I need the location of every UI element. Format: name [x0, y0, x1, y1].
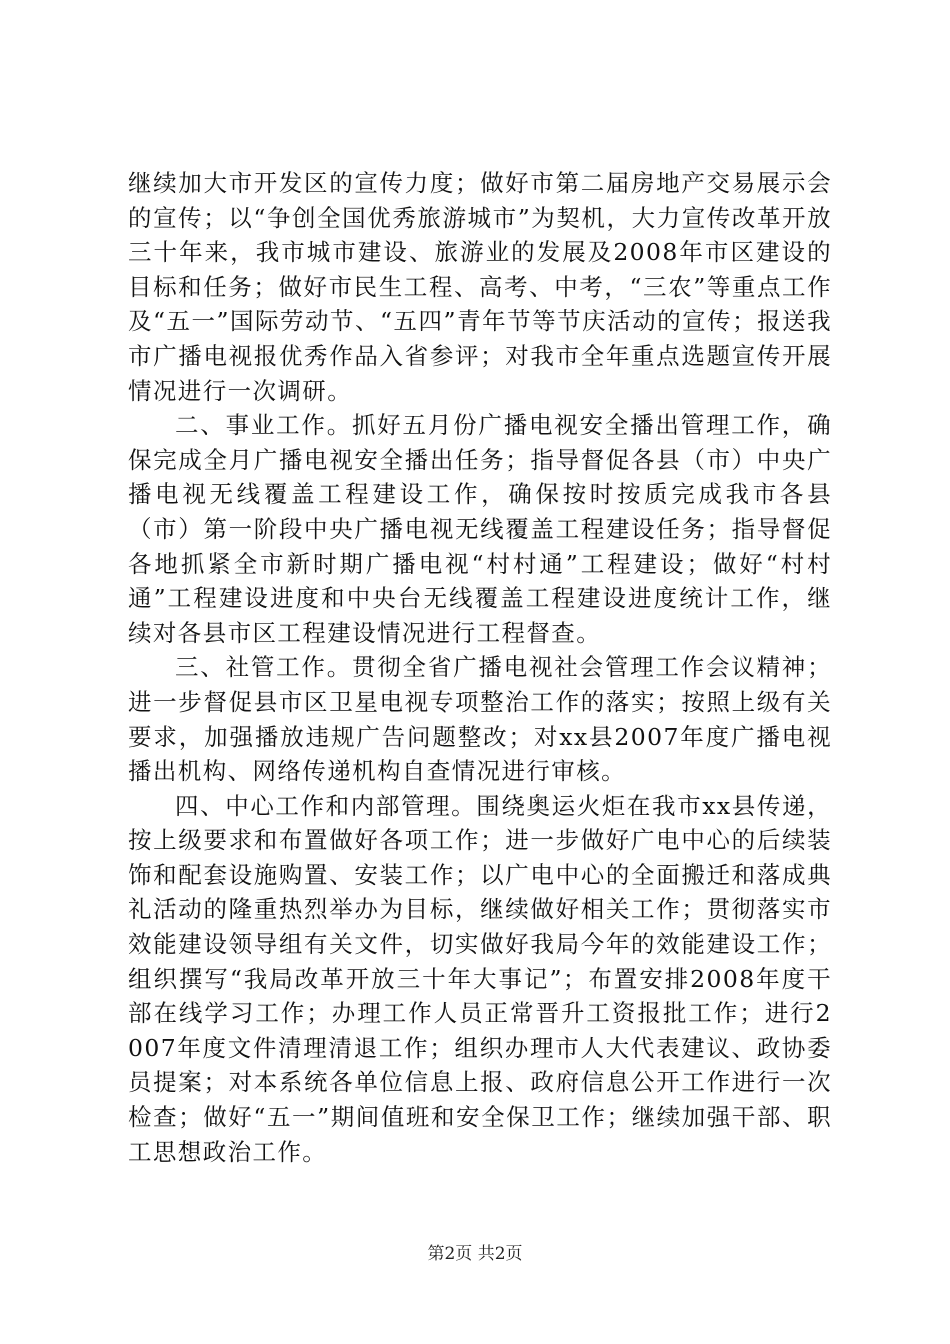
page-footer: 第2页 共2页: [427, 1244, 523, 1264]
paragraph-career-work: 二、事业工作。抓好五月份广播电视安全播出管理工作，确保完成全月广播电视安全播出任务；指导督促各县（市）中央广播电视无线覆盖工程建设工作，确保按时按质完成我市各县（市）第一阶段中央广播电视无线覆盖工程建设任务；指导督促各地抓紧全市新时期广播电视“村村通”工程建设；做好“村村通”工程建设进度和中央台无线覆盖工程建设进度统计工作，继续对各县市区工程建设情况进行工程督查。: [128, 411, 832, 647]
paragraph-social-management: 三、社管工作。贯彻全省广播电视社会管理工作会议精神；进一步督促县市区卫星电视专项整治工作的落实；按照上级有关要求，加强播放违规广告问题整改；对xx县2007年度广播电视播出机构、网络传递机构自查情况进行审核。: [128, 653, 832, 786]
paragraph-continued: 继续加大市开发区的宣传力度；做好市第二届房地产交易展示会的宣传；以“争创全国优秀旅游城市”为契机，大力宣传改革开放三十年来，我市城市建设、旅游业的发展及2008年市区建设的目标和任务；做好市民生工程、高考、中考，“三农”等重点工作及“五一”国际劳动节、“五四”青年节等节庆活动的宣传；报送我市广播电视报优秀作品入省参评；对我市全年重点选题宣传开展情况进行一次调研。: [128, 169, 832, 405]
paragraph-center-internal-management: 四、中心工作和内部管理。围绕奥运火炬在我市xx县传递，按上级要求和布置做好各项工作；进一步做好广电中心的后续装饰和配套设施购置、安装工作；以广电中心的全面搬迁和落成典礼活动的隆重热烈举办为目标，继续做好相关工作；贯彻落实市效能建设领导组有关文件，切实做好我局今年的效能建设工作；组织撰写“我局改革开放三十年大事记”；布置安排2008年度干部在线学习工作；办理工作人员正常晋升工资报批工作；进行2007年度文件清理清退工作；组织办理市人大代表建议、政协委员提案；对本系统各单位信息上报、政府信息公开工作进行一次检查；做好“五一”期间值班和安全保卫工作；继续加强干部、职工思想政治工作。: [128, 791, 832, 1166]
document-body: [128, 166, 832, 1169]
